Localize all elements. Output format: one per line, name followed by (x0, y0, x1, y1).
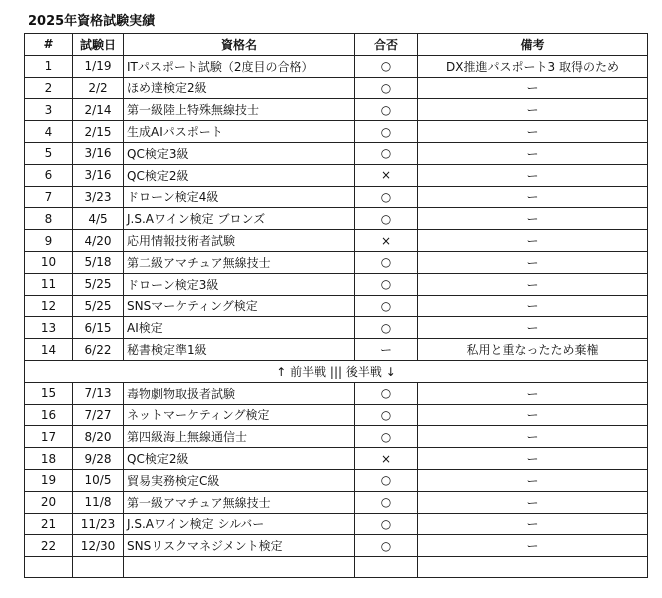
table-row (25, 404, 648, 426)
row-number-cell[interactable]: 10 (25, 251, 73, 273)
qualification-name-cell[interactable]: SNSマーケティング検定 (124, 295, 355, 317)
exam-date-cell[interactable]: 6/15 (73, 317, 124, 339)
blank-body (25, 557, 648, 578)
result-cell[interactable]: ー (355, 339, 418, 361)
blank-row (25, 557, 648, 578)
result-cell[interactable]: ○ (355, 77, 418, 99)
row-number-cell[interactable]: 18 (25, 448, 73, 470)
exam-date-cell[interactable]: 5/25 (73, 295, 124, 317)
result-cell[interactable]: ○ (355, 295, 418, 317)
sheet-title: 2025年資格試験実績 (28, 14, 156, 29)
result-cell[interactable]: ○ (355, 99, 418, 121)
table-row (25, 317, 648, 339)
result-cell[interactable]: ○ (355, 55, 418, 77)
table-row (25, 513, 648, 535)
row-number-cell[interactable]: 5 (25, 142, 73, 164)
row-number-cell[interactable]: 16 (25, 404, 73, 426)
row-number-cell[interactable]: 12 (25, 295, 73, 317)
row-number-cell[interactable]: 1 (25, 55, 73, 77)
exam-date-cell[interactable]: 7/27 (73, 404, 124, 426)
row-number-cell[interactable]: 9 (25, 230, 73, 252)
qualification-name-cell[interactable]: AI検定 (124, 317, 355, 339)
result-cell[interactable]: ○ (355, 426, 418, 448)
table-row (25, 295, 648, 317)
note-cell[interactable]: ー (418, 230, 648, 252)
header-no: # (25, 34, 73, 56)
row-number-cell[interactable]: 11 (25, 273, 73, 295)
note-cell[interactable]: ー (418, 404, 648, 426)
note-cell[interactable]: ー (418, 121, 648, 143)
qualification-name-cell[interactable]: ITパスポート試験（2度目の合格） (124, 55, 355, 77)
row-number-cell[interactable]: 14 (25, 339, 73, 361)
table-row (25, 469, 648, 491)
qualification-name-cell[interactable]: SNSリスクマネジメント検定 (124, 535, 355, 557)
header-note: 備考 (418, 34, 648, 56)
result-cell[interactable]: × (355, 448, 418, 470)
exam-date-cell[interactable]: 8/20 (73, 426, 124, 448)
table-row (25, 251, 648, 273)
note-cell[interactable]: ー (418, 317, 648, 339)
table-row (25, 55, 648, 77)
table-row (25, 121, 648, 143)
note-cell[interactable]: ー (418, 448, 648, 470)
result-cell[interactable]: ○ (355, 121, 418, 143)
divider-body (25, 360, 648, 382)
table-row (25, 208, 648, 230)
note-cell[interactable]: ー (418, 491, 648, 513)
exam-date-cell[interactable]: 3/16 (73, 142, 124, 164)
result-cell[interactable]: × (355, 230, 418, 252)
note-cell[interactable]: ー (418, 164, 648, 186)
result-cell[interactable]: ○ (355, 469, 418, 491)
table-row (25, 164, 648, 186)
table-row (25, 77, 648, 99)
note-cell[interactable]: ー (418, 77, 648, 99)
qualification-name-cell[interactable]: ほめ達検定2級 (124, 77, 355, 99)
table-row (25, 273, 648, 295)
exam-date-cell[interactable]: 3/23 (73, 186, 124, 208)
header-date: 試験日 (73, 34, 124, 56)
table-row (25, 99, 648, 121)
blank-cell[interactable] (124, 557, 355, 578)
exam-date-cell[interactable]: 2/2 (73, 77, 124, 99)
note-cell[interactable]: ー (418, 295, 648, 317)
result-cell[interactable]: ○ (355, 513, 418, 535)
result-cell[interactable]: ○ (355, 251, 418, 273)
result-cell[interactable]: × (355, 164, 418, 186)
qualification-name-cell[interactable]: 第四級海上無線通信士 (124, 426, 355, 448)
row-number-cell[interactable]: 22 (25, 535, 73, 557)
qualification-name-cell[interactable]: 第一級陸上特殊無線技士 (124, 99, 355, 121)
exam-date-cell[interactable]: 2/14 (73, 99, 124, 121)
note-cell[interactable]: ー (418, 142, 648, 164)
note-cell[interactable]: ー (418, 208, 648, 230)
exam-date-cell[interactable]: 5/25 (73, 273, 124, 295)
result-cell[interactable]: ○ (355, 491, 418, 513)
note-cell[interactable]: ー (418, 513, 648, 535)
qualification-name-cell[interactable]: 貿易実務検定C級 (124, 469, 355, 491)
blank-cell[interactable] (73, 557, 124, 578)
table-row (25, 491, 648, 513)
blank-cell[interactable] (25, 557, 73, 578)
table-row (25, 535, 648, 557)
exam-date-cell[interactable]: 6/22 (73, 339, 124, 361)
second-half-body (25, 382, 648, 556)
header-name: 資格名 (124, 34, 355, 56)
result-cell[interactable]: ○ (355, 208, 418, 230)
note-cell[interactable]: DX推進パスポート3 取得のため (418, 55, 648, 77)
result-cell[interactable]: ○ (355, 142, 418, 164)
exam-date-cell[interactable]: 3/16 (73, 164, 124, 186)
exam-date-cell[interactable]: 12/30 (73, 535, 124, 557)
row-number-cell[interactable]: 4 (25, 121, 73, 143)
qualification-name-cell[interactable]: 毒物劇物取扱者試験 (124, 382, 355, 404)
header-result: 合否 (355, 34, 418, 56)
result-cell[interactable]: ○ (355, 186, 418, 208)
row-number-cell[interactable]: 20 (25, 491, 73, 513)
note-cell[interactable]: ー (418, 99, 648, 121)
divider-row (25, 360, 648, 382)
exam-date-cell[interactable]: 4/5 (73, 208, 124, 230)
qualification-name-cell[interactable]: J.S.Aワイン検定 シルバー (124, 513, 355, 535)
blank-cell[interactable] (418, 557, 648, 578)
exam-date-cell[interactable]: 7/13 (73, 382, 124, 404)
result-cell[interactable]: ○ (355, 317, 418, 339)
divider-cell: ↑ 前半戦 ||| 後半戦 ↓ (25, 360, 648, 382)
exam-date-cell[interactable]: 5/18 (73, 251, 124, 273)
note-cell[interactable]: ー (418, 273, 648, 295)
exam-date-cell[interactable]: 11/8 (73, 491, 124, 513)
row-number-cell[interactable]: 15 (25, 382, 73, 404)
row-number-cell[interactable]: 13 (25, 317, 73, 339)
result-cell[interactable]: ○ (355, 382, 418, 404)
qualification-name-cell[interactable]: 応用情報技術者試験 (124, 230, 355, 252)
first-half-body (25, 55, 648, 360)
qualification-name-cell[interactable]: 第一級アマチュア無線技士 (124, 491, 355, 513)
row-number-cell[interactable]: 17 (25, 426, 73, 448)
result-cell[interactable]: ○ (355, 535, 418, 557)
qualification-name-cell[interactable]: ドローン検定3級 (124, 273, 355, 295)
qualification-name-cell[interactable]: ドローン検定4級 (124, 186, 355, 208)
row-number-cell[interactable]: 7 (25, 186, 73, 208)
row-number-cell[interactable]: 19 (25, 469, 73, 491)
note-cell[interactable]: 私用と重なったため棄権 (418, 339, 648, 361)
table-row (25, 230, 648, 252)
note-cell[interactable]: ー (418, 382, 648, 404)
row-number-cell[interactable]: 3 (25, 99, 73, 121)
table-row (25, 448, 648, 470)
qualification-name-cell[interactable]: QC検定3級 (124, 142, 355, 164)
row-number-cell[interactable]: 6 (25, 164, 73, 186)
note-cell[interactable]: ー (418, 469, 648, 491)
table-row (25, 186, 648, 208)
exam-date-cell[interactable]: 10/5 (73, 469, 124, 491)
qualification-name-cell[interactable]: 秘書検定準1級 (124, 339, 355, 361)
exam-results-table (24, 33, 648, 578)
exam-date-cell[interactable]: 9/28 (73, 448, 124, 470)
table-row (25, 142, 648, 164)
qualification-name-cell[interactable]: J.S.Aワイン検定 ブロンズ (124, 208, 355, 230)
table-row (25, 426, 648, 448)
note-cell[interactable]: ー (418, 186, 648, 208)
qualification-name-cell[interactable]: 第二級アマチュア無線技士 (124, 251, 355, 273)
exam-date-cell[interactable]: 4/20 (73, 230, 124, 252)
exam-date-cell[interactable]: 1/19 (73, 55, 124, 77)
note-cell[interactable]: ー (418, 426, 648, 448)
exam-date-cell[interactable]: 2/15 (73, 121, 124, 143)
result-cell[interactable]: ○ (355, 404, 418, 426)
note-cell[interactable]: ー (418, 251, 648, 273)
note-cell[interactable]: ー (418, 535, 648, 557)
header-row (25, 34, 648, 56)
result-cell[interactable]: ○ (355, 273, 418, 295)
blank-cell[interactable] (355, 557, 418, 578)
row-number-cell[interactable]: 8 (25, 208, 73, 230)
row-number-cell[interactable]: 21 (25, 513, 73, 535)
qualification-name-cell[interactable]: QC検定2級 (124, 164, 355, 186)
qualification-name-cell[interactable]: QC検定2級 (124, 448, 355, 470)
table-row (25, 382, 648, 404)
exam-date-cell[interactable]: 11/23 (73, 513, 124, 535)
table-row (25, 339, 648, 361)
row-number-cell[interactable]: 2 (25, 77, 73, 99)
qualification-name-cell[interactable]: 生成AIパスポート (124, 121, 355, 143)
qualification-name-cell[interactable]: ネットマーケティング検定 (124, 404, 355, 426)
